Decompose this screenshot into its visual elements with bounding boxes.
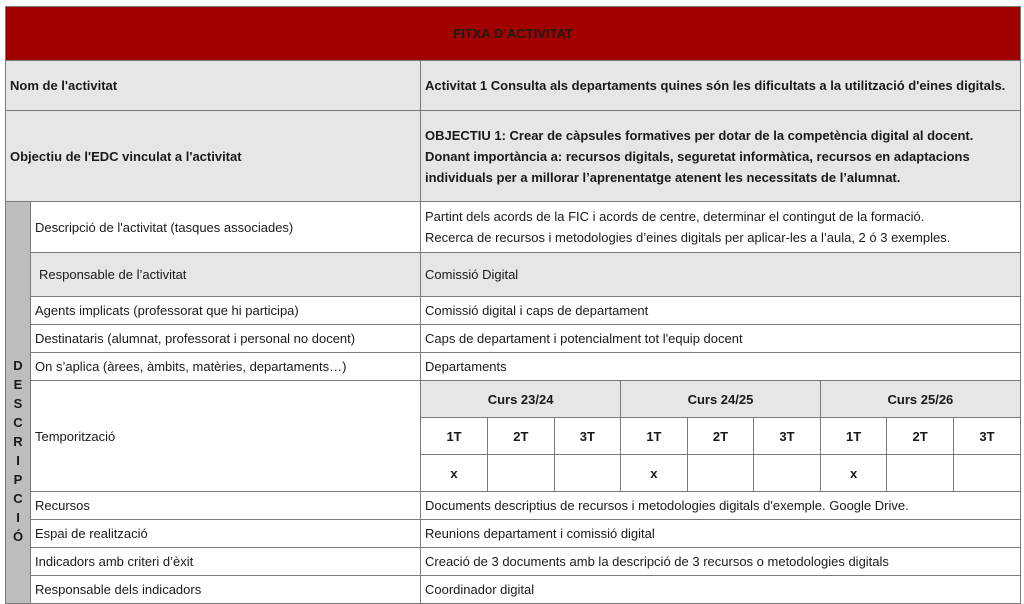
activity-table	[5, 6, 1021, 604]
schedule-course-row	[421, 381, 1020, 418]
row-espai	[6, 520, 1021, 548]
recursos-value: Documents descriptius de recursos i metodologies digitals d'exemple. Google Drive.	[421, 492, 1021, 520]
side-letter: C	[13, 414, 23, 430]
term-mark	[953, 455, 1020, 492]
term-header: 2T	[687, 418, 754, 455]
schedule-term-row	[421, 418, 1020, 455]
aplica-value: Departaments	[421, 353, 1021, 381]
schedule-cell	[421, 381, 1021, 492]
responsable-value: Comissió Digital	[421, 253, 1021, 297]
term-header: 3T	[953, 418, 1020, 455]
term-header: 3T	[754, 418, 821, 455]
schedule-mark-row	[421, 455, 1020, 492]
objectiu-label: Objectiu de l'EDC vinculat a l'activitat	[6, 111, 421, 202]
side-letter: P	[13, 471, 23, 487]
schedule-table	[421, 381, 1020, 491]
term-header: 2T	[887, 418, 954, 455]
row-aplica	[6, 353, 1021, 381]
row-temporitzacio	[6, 381, 1021, 492]
activity-sheet	[5, 6, 1020, 604]
descripcio-label: Descripció de l'activitat (tasques associades)	[31, 202, 421, 253]
term-header: 3T	[554, 418, 621, 455]
espai-value: Reunions departament i comissió digital	[421, 520, 1021, 548]
row-nom	[6, 61, 1021, 111]
indicadors-label: Indicadors amb criteri d’èxit	[31, 548, 421, 576]
course-header: Curs 25/26	[820, 381, 1020, 418]
course-header: Curs 23/24	[421, 381, 621, 418]
term-mark: x	[621, 455, 688, 492]
row-indicadors	[6, 548, 1021, 576]
agents-label: Agents implicats (professorat que hi participa)	[31, 297, 421, 325]
destinataris-value: Caps de departament i potencialment tot l'equip docent	[421, 325, 1021, 353]
side-letter: I	[16, 509, 20, 525]
row-responsable	[6, 253, 1021, 297]
descripcio-side-label	[6, 202, 31, 604]
resp-indicadors-value: Coordinador digital	[421, 576, 1021, 604]
term-mark: x	[820, 455, 887, 492]
term-header: 1T	[621, 418, 688, 455]
course-header: Curs 24/25	[621, 381, 821, 418]
term-header: 1T	[820, 418, 887, 455]
espai-label: Espai de realització	[31, 520, 421, 548]
side-letter: S	[13, 395, 23, 411]
resp-indicadors-label: Responsable dels indicadors	[31, 576, 421, 604]
temporitzacio-label: Temporització	[31, 381, 421, 492]
term-header: 2T	[488, 418, 555, 455]
nom-label: Nom de l'activitat	[6, 61, 421, 111]
side-letter: I	[16, 452, 20, 468]
row-destinataris	[6, 325, 1021, 353]
row-resp-indicadors	[6, 576, 1021, 604]
descripcio-line-1: Partint dels acords de la FIC i acords de centre, determinar el contingut de la formació.	[425, 209, 925, 224]
term-mark	[687, 455, 754, 492]
nom-value: Activitat 1 Consulta als departaments quines són les dificultats a la utilització d'eines digitals.	[421, 61, 1021, 111]
side-letter: Ó	[12, 528, 24, 544]
side-letter: C	[13, 490, 23, 506]
descripcio-value	[421, 202, 1021, 253]
term-mark	[488, 455, 555, 492]
side-letter: E	[13, 376, 23, 392]
term-mark	[754, 455, 821, 492]
descripcio-line-2: Recerca de recursos i metodologies d’eines digitals per aplicar-les a l’aula, 2 ó 3 exemples.	[425, 230, 951, 245]
row-descripcio	[6, 202, 1021, 253]
indicadors-value: Creació de 3 documents amb la descripció de 3 recursos o metodologies digitals	[421, 548, 1021, 576]
responsable-label: Responsable de l’activitat	[31, 253, 421, 297]
term-header: 1T	[421, 418, 488, 455]
aplica-label: On s’aplica (àrees, àmbits, matèries, departaments…)	[31, 353, 421, 381]
objectiu-value: OBJECTIU 1: Crear de càpsules formatives per dotar de la competència digital al docent. Donant importància a: recursos digitals, seguretat informàtica, recursos en adaptacions individuals per a millorar l’aprenentatge atenent les necessitats de l’alumnat.	[421, 111, 1021, 202]
destinataris-label: Destinataris (alumnat, professorat i personal no docent)	[31, 325, 421, 353]
term-mark: x	[421, 455, 488, 492]
side-letter: D	[13, 357, 23, 373]
row-objectiu	[6, 111, 1021, 202]
side-letter: R	[13, 433, 23, 449]
row-recursos	[6, 492, 1021, 520]
agents-value: Comissió digital i caps de departament	[421, 297, 1021, 325]
term-mark	[554, 455, 621, 492]
title-row	[6, 7, 1021, 61]
sheet-title: FITXA D’ACTIVITAT	[6, 7, 1021, 61]
recursos-label: Recursos	[31, 492, 421, 520]
term-mark	[887, 455, 954, 492]
row-agents	[6, 297, 1021, 325]
